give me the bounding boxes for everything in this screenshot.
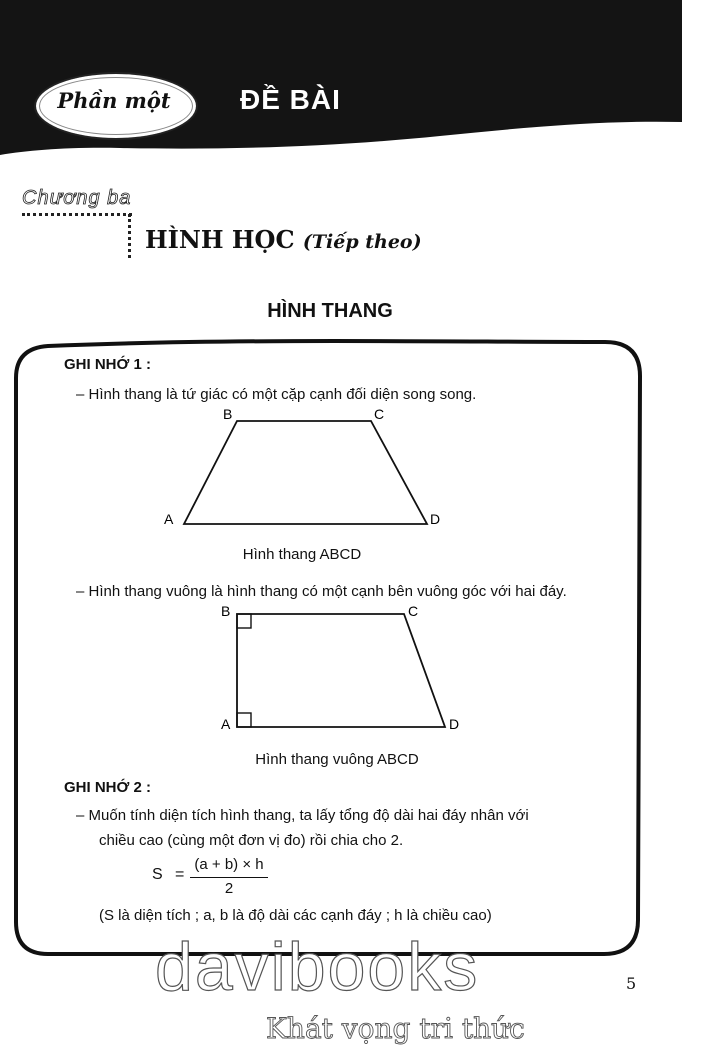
memo1-line2: – Hình thang vuông là hình thang có một cạnh bên vuông góc với hai đáy. xyxy=(76,583,567,600)
vertex-label-c: C xyxy=(408,603,419,619)
chapter-title xyxy=(145,225,422,254)
formula-numerator: (a + b) × h xyxy=(194,856,264,873)
vertex-label-d: D xyxy=(449,716,460,732)
formula-lhs: S xyxy=(152,866,163,883)
part-label: Phần một xyxy=(57,88,171,113)
formula-fraction-bar xyxy=(190,877,268,878)
memo2-line2: chiều cao (cùng một đơn vị đo) rồi chia cho 2. xyxy=(99,832,404,849)
chapter-label: Chương ba xyxy=(22,187,132,209)
chapter-subtitle: (Tiếp theo) xyxy=(302,231,422,253)
memo1-line1: – Hình thang là tứ giác có một cặp cạnh đối diện song song. xyxy=(76,386,477,403)
section-title: HÌNH THANG xyxy=(267,300,393,322)
memo2-note: (S là diện tích ; a, b là độ dài các cạnh đáy ; h là chiều cao) xyxy=(99,907,492,924)
page-number: 5 xyxy=(626,974,637,993)
memo2-line1: – Muốn tính diện tích hình thang, ta lấy tổng độ dài hai đáy nhân với xyxy=(76,807,529,824)
figure1-caption: Hình thang ABCD xyxy=(242,546,362,563)
dotted-divider xyxy=(22,213,132,216)
header-title: ĐỀ BÀI xyxy=(240,84,341,115)
watermark-slogan: Khát vọng tri thức xyxy=(266,1012,525,1045)
vertex-label-c: C xyxy=(374,406,385,422)
vertex-label-d: D xyxy=(430,511,441,527)
watermark-logo: davibooks xyxy=(155,929,480,1005)
figure2-caption: Hình thang vuông ABCD xyxy=(255,751,419,768)
formula-equals: = xyxy=(175,866,185,883)
vertex-label-b: B xyxy=(221,603,231,619)
memo-box xyxy=(0,330,702,970)
vertex-label-a: A xyxy=(221,716,231,732)
dotted-divider-vertical xyxy=(128,214,131,258)
memo1-heading: GHI NHỚ 1 : xyxy=(64,356,151,373)
formula-denominator: 2 xyxy=(224,880,234,897)
memo2-heading: GHI NHỚ 2 : xyxy=(64,779,151,796)
vertex-label-a: A xyxy=(164,511,174,527)
vertex-label-b: B xyxy=(223,406,233,422)
chapter-title-main: HÌNH HỌC xyxy=(145,225,295,254)
